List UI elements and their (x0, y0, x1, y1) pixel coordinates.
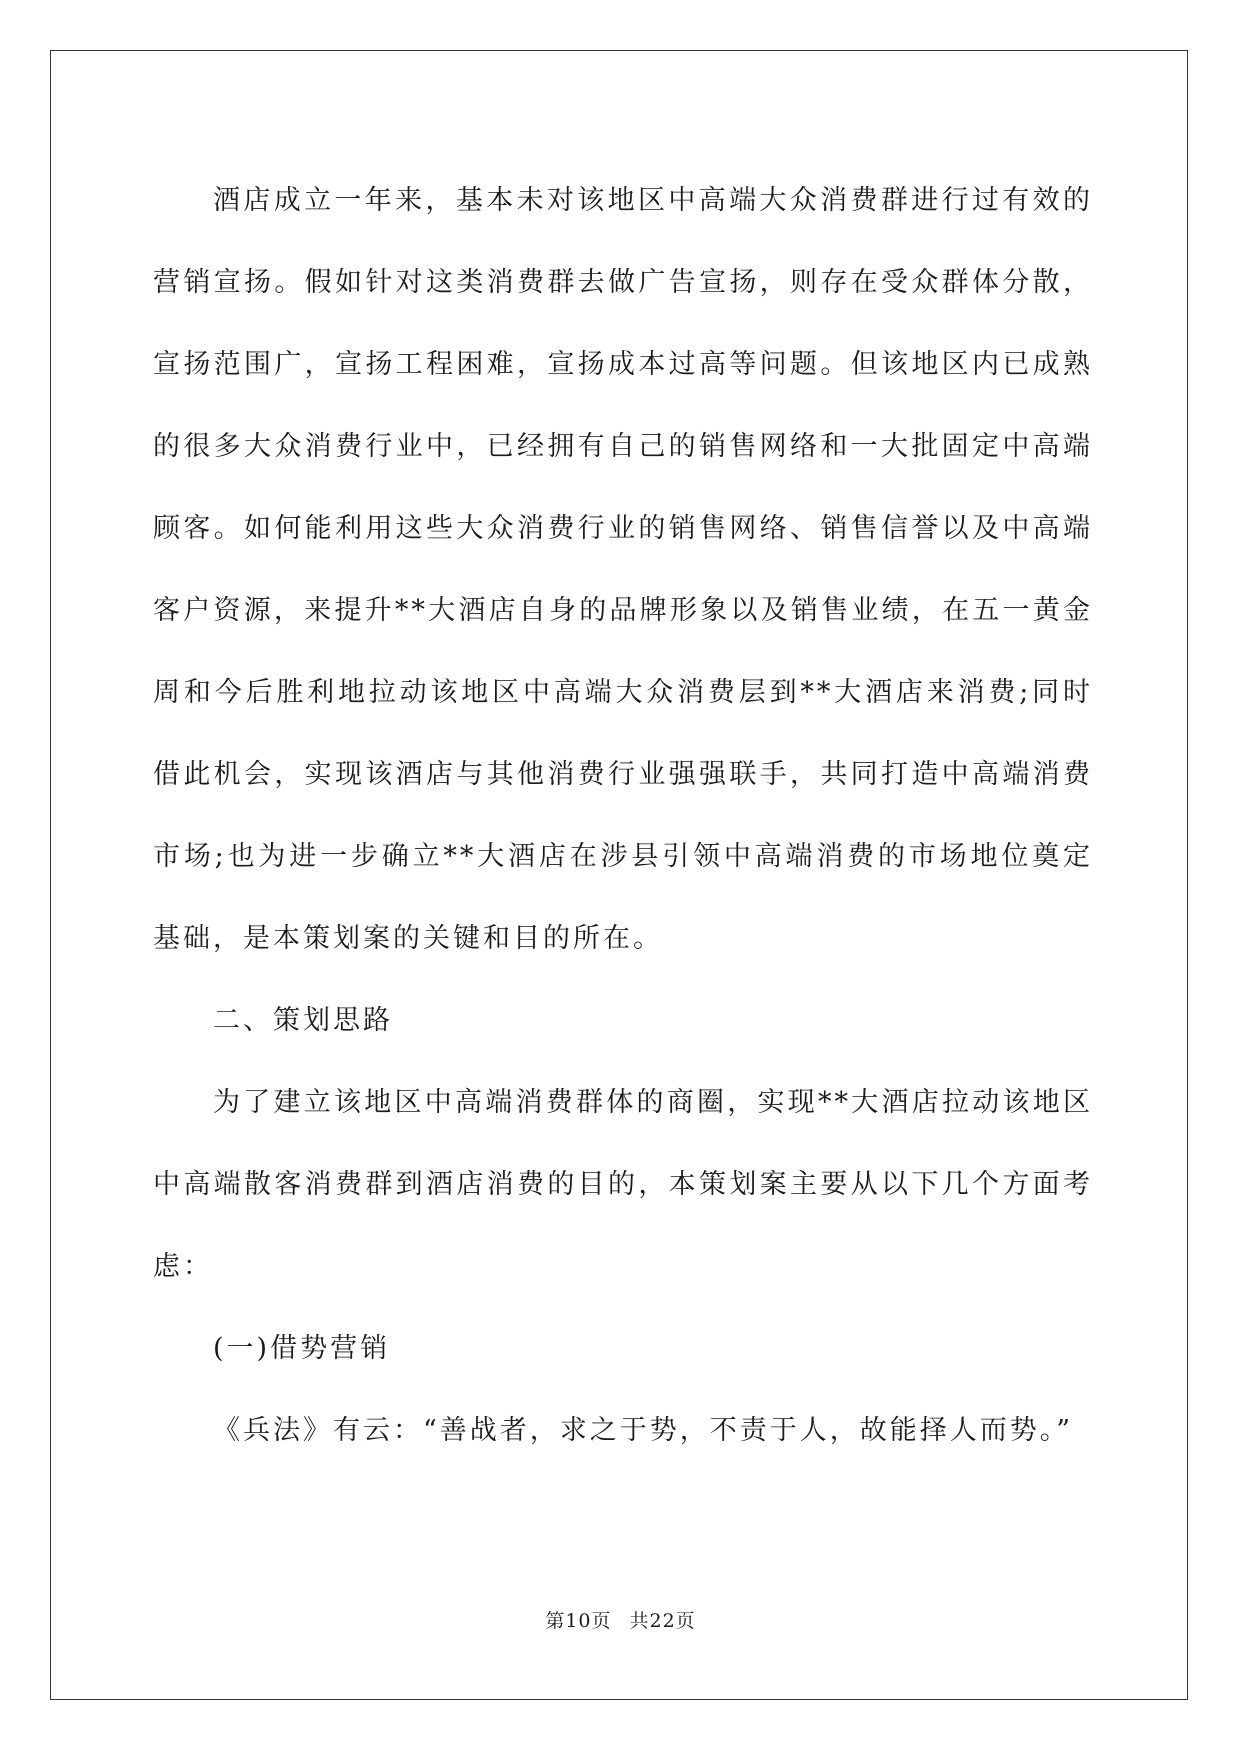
section-heading: 二、策划思路 (213, 1005, 393, 1036)
paragraph-strategy: 为了建立该地区中高端消费群体的商圈，实现**大酒店拉动该地区中高端散客消费群到酒店消费的目的，本策划案主要从以下几个方面考虑： (153, 1087, 1093, 1282)
paragraph-quote: 《兵法》有云：“善战者，求之于势，不责于人，故能择人而势。” (213, 1415, 1074, 1446)
subsection-heading: (一)借势营销 (213, 1333, 391, 1364)
document-body (153, 160, 1093, 1472)
page-footer (0, 1606, 1241, 1633)
paragraph-intro: 酒店成立一年来，基本未对该地区中高端大众消费群进行过有效的营销宣扬。假如针对这类消费群去做广告宣扬，则存在受众群体分散，宣扬范围广，宣扬工程困难，宣扬成本过高等问题。但该地区内已成熟的很多大众消费行业中，已经拥有自己的销售网络和一大批固定中高端顾客。如何能利用这些大众消费行业的销售网络、销售信誉以及中高端客户资源，来提升**大酒店自身的品牌形象以及销售业绩，在五一黄金周和今后胜利地拉动该地区中高端大众消费层到**大酒店来消费;同时借此机会，实现该酒店与其他消费行业强强联手，共同打造中高端消费市场;也为进一步确立**大酒店在涉县引领中高端消费的市场地位奠定基础，是本策划案的关键和目的所在。 (153, 185, 1093, 954)
page-number: 第10页 (545, 1610, 612, 1632)
page-total: 共22页 (629, 1610, 696, 1632)
